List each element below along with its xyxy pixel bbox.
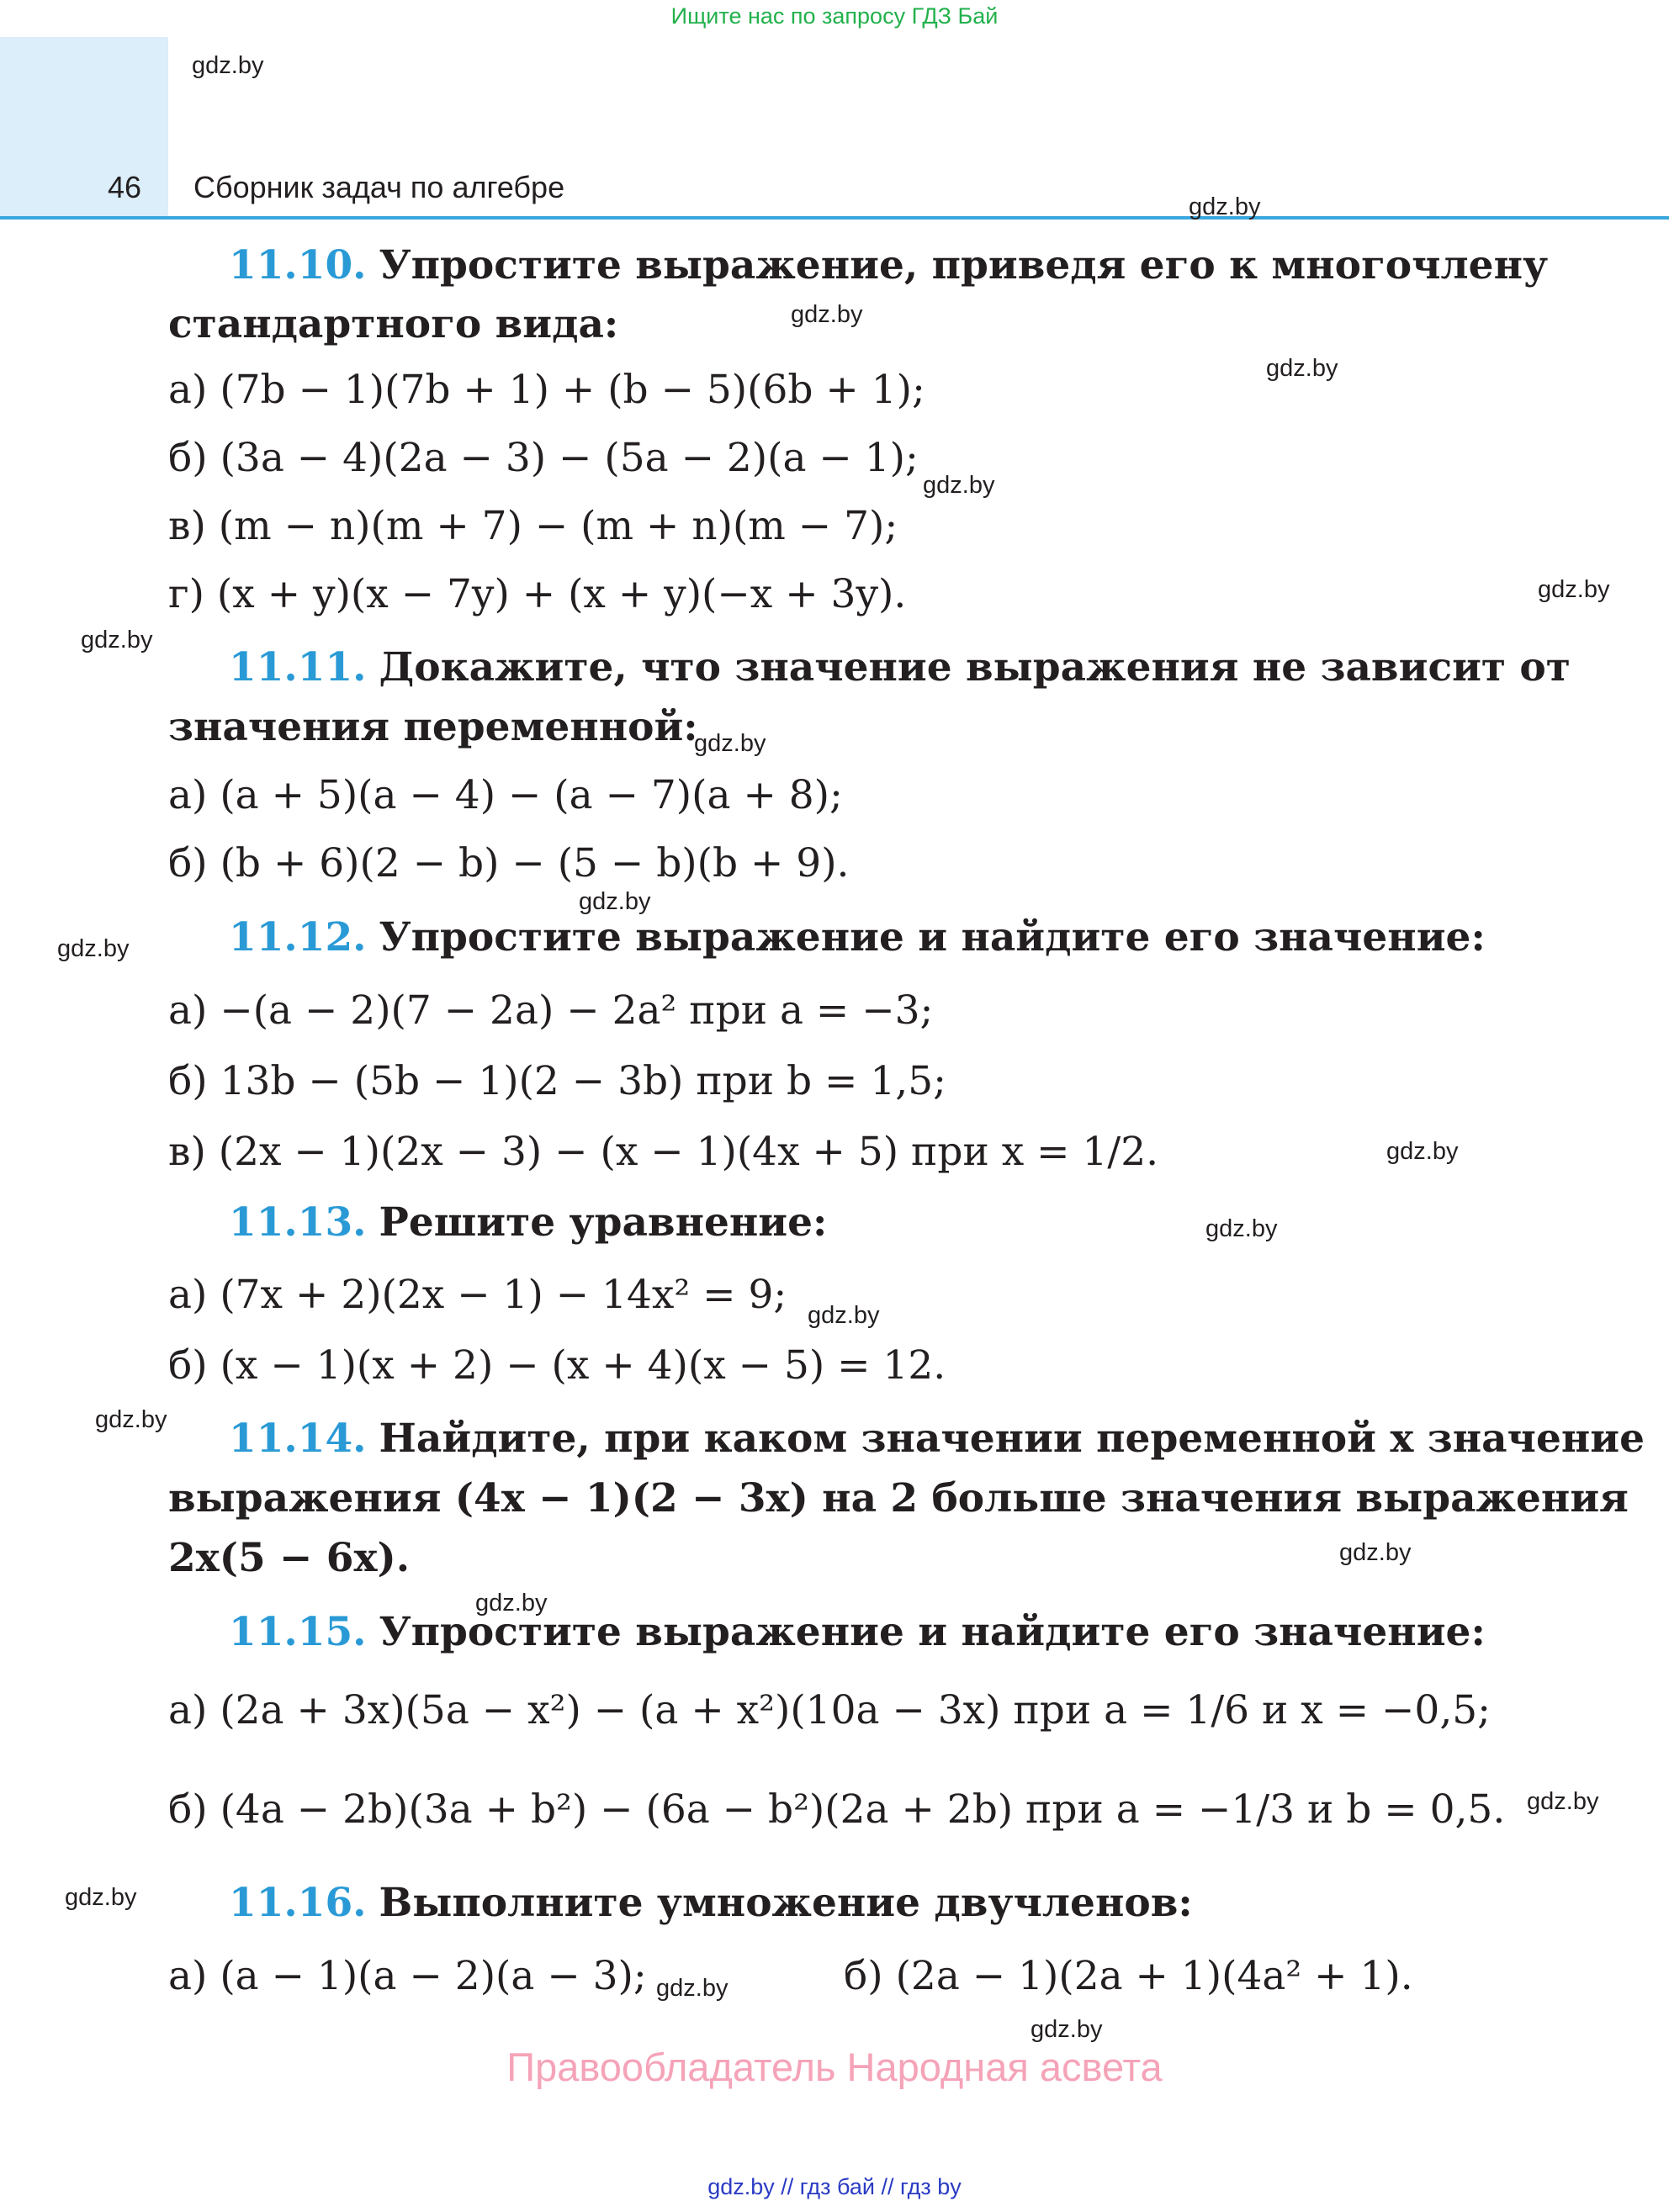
problem-item	[168, 571, 906, 617]
item-label: а)	[168, 1687, 208, 1733]
problem-text-continuation: значения переменной:	[168, 704, 698, 750]
watermark: gdz.by	[65, 1884, 137, 1911]
watermark: gdz.by	[57, 935, 130, 962]
watermark: gdz.by	[95, 1406, 167, 1433]
watermark: gdz.by	[791, 301, 863, 328]
item-expression: (4a − 2b)(3a + b²) − (6a − b²)(2a + 2b) при a = −1/3 и b = 0,5.	[220, 1786, 1506, 1833]
watermark: gdz.by	[1538, 576, 1610, 603]
problem-item	[168, 1342, 946, 1389]
header-corner-block	[0, 37, 168, 219]
watermark: gdz.by	[923, 472, 995, 499]
problem-11-12-heading	[229, 914, 1486, 960]
copyright-notice: Правообладатель Народная асвета	[506, 2045, 1163, 2089]
watermark: gdz.by	[1189, 193, 1261, 220]
problem-item	[168, 503, 898, 549]
item-expression: (x + y)(x − 7y) + (x + y)(−x + 3y).	[216, 571, 907, 617]
problem-text: Выполните умножение двучленов:	[379, 1880, 1193, 1926]
problem-text-continuation: выражения (4x − 1)(2 − 3x) на 2 больше значения выражения	[168, 1475, 1629, 1521]
item-label: б)	[168, 435, 208, 481]
watermark: gdz.by	[808, 1302, 880, 1329]
item-label: б)	[844, 1953, 883, 1999]
problem-number: 11.14.	[229, 1416, 367, 1462]
item-expression: (7x + 2)(2x − 1) − 14x² = 9;	[220, 1272, 787, 1318]
running-title: Сборник задач по алгебре	[193, 170, 565, 204]
item-label: б)	[168, 1786, 208, 1833]
item-label: в)	[168, 1129, 206, 1175]
page-number: 46	[108, 170, 142, 204]
problem-item	[168, 1272, 787, 1318]
problem-number: 11.10.	[229, 242, 367, 288]
watermark: gdz.by	[1266, 355, 1338, 382]
watermark: gdz.by	[1031, 2016, 1103, 2043]
problem-item	[168, 1058, 946, 1104]
problem-item	[168, 1953, 647, 1999]
problem-item	[168, 987, 933, 1034]
item-label: а)	[168, 987, 208, 1034]
item-label: а)	[168, 367, 208, 413]
problem-item	[168, 772, 843, 818]
item-expression: −(a − 2)(7 − 2a) − 2a² при a = −3;	[220, 987, 934, 1034]
problem-11-13-heading	[229, 1199, 827, 1246]
problem-item	[168, 1786, 1505, 1833]
item-label: а)	[168, 772, 208, 818]
problem-item	[168, 840, 850, 886]
item-label: б)	[168, 1058, 208, 1104]
item-expression: (3a − 4)(2a − 3) − (5a − 2)(a − 1);	[220, 435, 919, 481]
watermark: gdz.by	[656, 1975, 729, 2002]
watermark: gdz.by	[694, 730, 766, 757]
problem-11-15-heading	[229, 1609, 1486, 1655]
problem-11-11-heading	[229, 644, 1571, 691]
item-expression: (2a − 1)(2a + 1)(4a² + 1).	[895, 1953, 1413, 1999]
problem-text-continuation: 2x(5 − 6x).	[168, 1535, 411, 1581]
watermark: gdz.by	[1205, 1215, 1278, 1242]
problem-11-10-heading	[229, 242, 1549, 288]
problem-number: 11.15.	[229, 1609, 367, 1655]
item-label: а)	[168, 1272, 208, 1318]
problem-text: Упростите выражение и найдите его значение:	[379, 914, 1486, 960]
watermark: gdz.by	[1527, 1788, 1599, 1815]
problem-item	[168, 435, 919, 481]
item-label: г)	[168, 571, 204, 617]
item-expression: (a + 5)(a − 4) − (a − 7)(a + 8);	[220, 772, 843, 818]
problem-number: 11.11.	[229, 644, 367, 691]
problem-text-continuation: стандартного вида:	[168, 301, 619, 347]
problem-text: Решите уравнение:	[379, 1199, 828, 1246]
item-label: в)	[168, 503, 206, 549]
problem-number: 11.12.	[229, 914, 367, 960]
problem-text: Упростите выражение и найдите его значение:	[379, 1609, 1486, 1655]
problem-text: Докажите, что значение выражения не зависит от	[379, 644, 1571, 691]
problem-number: 11.16.	[229, 1880, 367, 1926]
watermark: gdz.by	[192, 52, 264, 79]
item-label: б)	[168, 840, 208, 886]
problem-11-16-heading	[229, 1880, 1193, 1926]
problem-item	[168, 367, 925, 413]
item-expression: (m − n)(m + 7) − (m + n)(m − 7);	[218, 503, 898, 549]
problem-11-14-heading	[229, 1416, 1645, 1462]
problem-text: Упростите выражение, приведя его к многочлену	[379, 242, 1549, 288]
item-expression: (2a + 3x)(5a − x²) − (a + x²)(10a − 3x) при a = 1/6 и x = −0,5;	[220, 1687, 1491, 1733]
watermark: gdz.by	[81, 627, 153, 654]
problem-text: Найдите, при каком значении переменной x значение	[379, 1416, 1645, 1462]
item-expression: 13b − (5b − 1)(2 − 3b) при b = 1,5;	[220, 1058, 946, 1104]
problem-item	[844, 1953, 1413, 1999]
top-banner: Ищите нас по запросу ГДЗ Бай	[670, 3, 999, 29]
item-label: а)	[168, 1953, 208, 1999]
item-expression: (2x − 1)(2x − 3) − (x − 1)(4x + 5) при x = 1/2.	[218, 1129, 1159, 1175]
watermark: gdz.by	[1339, 1539, 1412, 1566]
watermark: gdz.by	[579, 888, 651, 915]
item-expression: (a − 1)(a − 2)(a − 3);	[220, 1953, 647, 1999]
header-rule	[0, 216, 1669, 220]
item-expression: (7b − 1)(7b + 1) + (b − 5)(6b + 1);	[220, 367, 925, 413]
problem-item	[168, 1129, 1158, 1175]
watermark: gdz.by	[1386, 1138, 1459, 1165]
problem-item	[168, 1687, 1491, 1733]
problem-number: 11.13.	[229, 1199, 367, 1246]
footer-links: gdz.by // гдз бай // гдз by	[707, 2174, 962, 2199]
item-expression: (b + 6)(2 − b) − (5 − b)(b + 9).	[220, 840, 850, 886]
item-expression: (x − 1)(x + 2) − (x + 4)(x − 5) = 12.	[220, 1342, 946, 1389]
item-label: б)	[168, 1342, 208, 1389]
watermark: gdz.by	[475, 1590, 548, 1617]
